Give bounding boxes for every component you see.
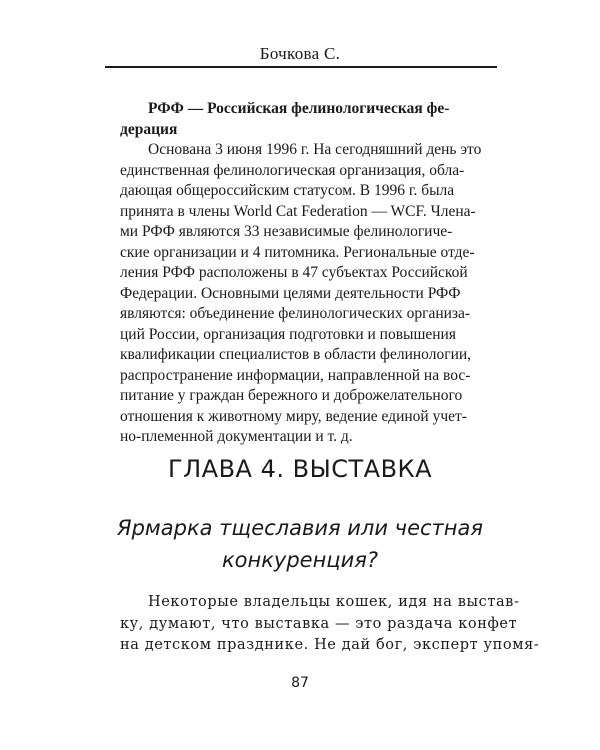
text-line: ления РФФ расположены в 47 субъектах Российской — [120, 264, 468, 281]
text-line: ми РФФ являются 33 независимые фелинологиче- — [120, 223, 453, 240]
text-line: ку, думают, что выставка — это раздача конфет — [120, 615, 518, 632]
text-line: распространение информации, направленной на вос- — [120, 366, 471, 384]
running-head: Бочкова С. — [259, 44, 341, 63]
section-title-line: конкуренция? — [221, 548, 379, 572]
header-rule — [105, 66, 497, 68]
text-line: являются: объединение фелинологических организа- — [120, 305, 471, 322]
page-number: 87 — [291, 675, 309, 691]
text-line: на детском празднике. Не дай бог, эксперт упомя- — [120, 637, 540, 653]
text-line: питание у граждан бережного и доброжелательного — [120, 387, 463, 404]
section-title — [0, 512, 600, 576]
text-line: дающая общероссийским статусом. В 1996 г. была — [120, 182, 455, 199]
section-title-line: Ярмарка тщеславия или честная — [116, 516, 484, 540]
text-line: но-племенной документации и т. д. — [120, 428, 353, 445]
text-line: ций России, организация подготовки и повышения — [120, 325, 456, 343]
opening-paragraph — [120, 592, 540, 657]
text-line: единственная фелинологическая организация, обла- — [120, 161, 465, 179]
text-line: Федерации. Основными целями деятельности РФФ — [120, 284, 461, 302]
text-line: отношения к животному миру, ведение единой учет- — [120, 407, 467, 425]
text-line: принята в члены World Cat Federation — WCF. Члена- — [120, 202, 476, 220]
text-line: квалификации специалистов в области фелинологии, — [120, 346, 472, 363]
rff-description — [120, 140, 497, 448]
text-line: Некоторые владельцы кошек, идя на выстав- — [148, 594, 520, 610]
lead-line: РФФ — Российская фелинологическая фе- — [148, 100, 450, 117]
section-lead-heading — [120, 98, 497, 140]
chapter-title: ГЛАВА 4. ВЫСТАВКА — [167, 455, 433, 483]
text-line: ские организации и 4 питомника. Региональные отде- — [120, 243, 475, 261]
lead-line: дерация — [120, 121, 178, 138]
rff-section — [120, 98, 497, 448]
text-line: Основана 3 июня 1996 г. На сегодняшний день это — [148, 141, 482, 158]
